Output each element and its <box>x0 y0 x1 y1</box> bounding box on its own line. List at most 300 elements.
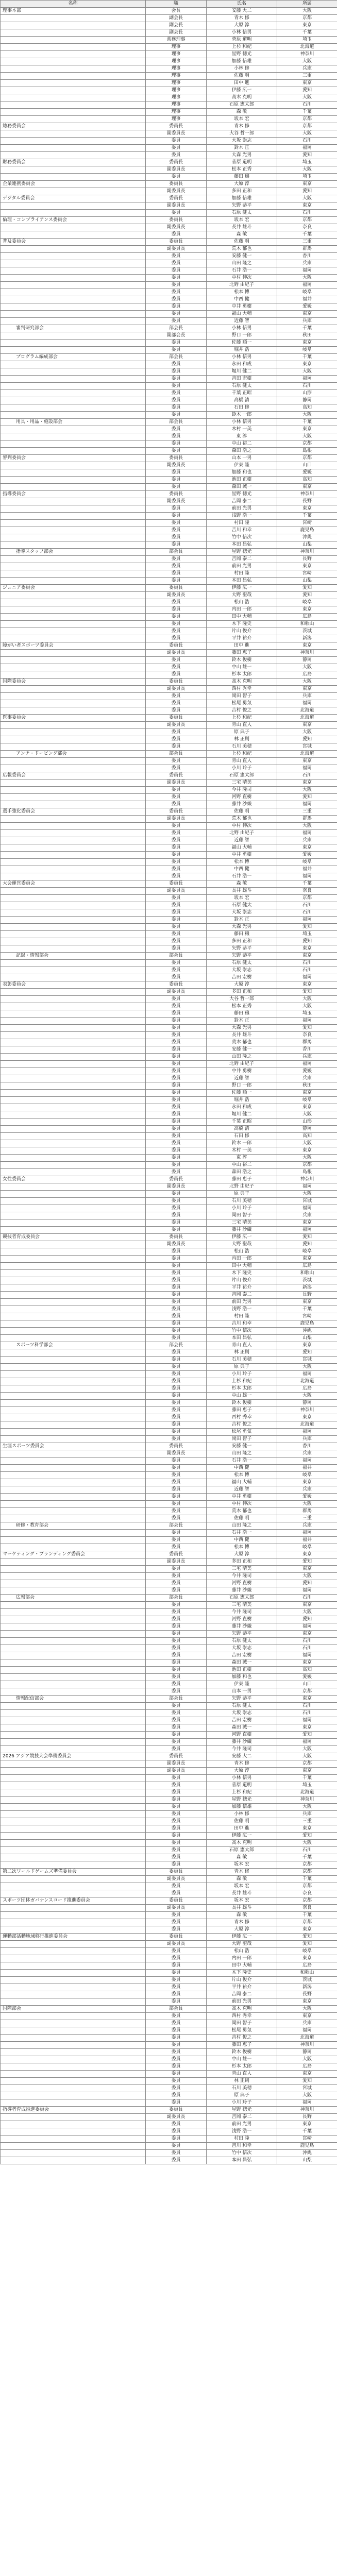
organization-cell <box>1 498 146 505</box>
table-row <box>1 1025 337 1032</box>
position-cell: 委員 <box>146 1162 207 1169</box>
person-name-cell: 山田 隆之 <box>207 1054 277 1061</box>
prefecture-cell: 千葉 <box>277 1306 337 1313</box>
position-cell: 委員 <box>146 628 207 635</box>
position-cell: 理事 <box>146 116 207 123</box>
position-cell: 委員長 <box>146 455 207 462</box>
prefecture-cell: 大阪 <box>277 94 337 101</box>
organization-cell <box>1 44 146 51</box>
position-cell: 委員 <box>146 303 207 311</box>
table-row <box>1 1797 337 1804</box>
table-row <box>1 1703 337 1710</box>
position-cell: 副委員長 <box>146 1183 207 1191</box>
prefecture-cell: 東京 <box>277 2121 337 2128</box>
organization-cell <box>1 462 146 469</box>
position-cell: 副会長 <box>146 29 207 37</box>
position-cell: 委員 <box>146 1292 207 1299</box>
position-cell: 委員長 <box>146 1897 207 1905</box>
table-row <box>1 1890 337 1897</box>
position-cell: 副委員長 <box>146 188 207 195</box>
organization-cell <box>1 2114 146 2121</box>
person-name-cell: 森田 浩之 <box>207 448 277 455</box>
position-cell: 委員 <box>146 1681 207 1688</box>
organization-cell: 障がい者スポーツ委員会 <box>1 642 146 650</box>
table-row <box>1 1097 337 1104</box>
person-name-cell: 松本 博 <box>207 1544 277 1551</box>
position-cell: 委員 <box>146 563 207 570</box>
table-row <box>1 1782 337 1789</box>
table-row <box>1 469 337 477</box>
position-cell: 委員 <box>146 794 207 801</box>
prefecture-cell: 神奈川 <box>277 650 337 657</box>
organization-cell <box>1 671 146 679</box>
prefecture-cell: 静岡 <box>277 657 337 664</box>
organization-cell <box>1 1082 146 1090</box>
person-name-cell: 小林 修 <box>207 1811 277 1818</box>
position-cell: 委員 <box>146 1191 207 1198</box>
organization-cell <box>1 87 146 94</box>
table-row <box>1 1833 337 1840</box>
table-row <box>1 895 337 902</box>
position-cell: 委員長 <box>146 181 207 188</box>
table-row <box>1 37 337 44</box>
prefecture-cell: 奈良 <box>277 224 337 231</box>
organization-cell <box>1 556 146 563</box>
organization-cell <box>1 2092 146 2099</box>
person-name-cell: 石川 美穂 <box>207 2085 277 2092</box>
table-row <box>1 1039 337 1046</box>
table-row <box>1 2063 337 2071</box>
table-row <box>1 1566 337 1573</box>
person-name-cell: 大谷 哲一郎 <box>207 130 277 138</box>
table-row <box>1 1082 337 1090</box>
person-name-cell: 石原 憲太郎 <box>207 1847 277 1854</box>
position-cell: 委員 <box>146 570 207 578</box>
person-name-cell: 堀川 健二 <box>207 1111 277 1118</box>
organization-cell <box>1 1977 146 1984</box>
organization-cell <box>1 1018 146 1025</box>
table-row <box>1 642 337 650</box>
prefecture-cell: 東京 <box>277 1631 337 1638</box>
prefecture-cell: 福岡 <box>277 267 337 275</box>
person-name-cell: 鈴木 一郎 <box>207 412 277 419</box>
prefecture-cell: 三重 <box>277 1818 337 1825</box>
prefecture-cell: 愛知 <box>277 924 337 931</box>
organization-cell <box>1 174 146 181</box>
table-row <box>1 1046 337 1054</box>
position-cell: 委員 <box>146 765 207 772</box>
table-row <box>1 231 337 239</box>
prefecture-cell: 新潟 <box>277 1984 337 1991</box>
organization-cell <box>1 1955 146 1962</box>
organization-cell: アンチ・ドーピング部会 <box>1 751 146 758</box>
person-name-cell: 田中 大輔 <box>207 1962 277 1970</box>
person-name-cell: 荒木 郁也 <box>207 1508 277 1515</box>
prefecture-cell: 大阪 <box>277 1804 337 1811</box>
position-cell: 委員 <box>146 938 207 945</box>
prefecture-cell: 山形 <box>277 390 337 397</box>
person-name-cell: 森田 誠一 <box>207 1659 277 1667</box>
prefecture-cell: 神奈川 <box>277 2107 337 2114</box>
organization-cell <box>1 318 146 325</box>
prefecture-cell: 石川 <box>277 1710 337 1717</box>
prefecture-cell: 大阪 <box>277 368 337 376</box>
organization-cell <box>1 2128 146 2136</box>
table-row <box>1 1371 337 1378</box>
organization-cell <box>1 621 146 628</box>
position-cell: 理事 <box>146 87 207 94</box>
person-name-cell: 西村 秀幸 <box>207 2013 277 2020</box>
organization-cell <box>1 592 146 599</box>
position-cell: 委員 <box>146 368 207 376</box>
table-row <box>1 419 337 426</box>
position-cell: 委員 <box>146 282 207 289</box>
organization-cell <box>1 347 146 354</box>
prefecture-cell: 京都 <box>277 1897 337 1905</box>
person-name-cell: 近藤 智 <box>207 318 277 325</box>
table-row <box>1 635 337 642</box>
table-row <box>1 1869 337 1876</box>
prefecture-cell: 東京 <box>277 1602 337 1609</box>
position-cell: 副委員長 <box>146 1768 207 1775</box>
table-row <box>1 1176 337 1183</box>
table-row <box>1 1948 337 1955</box>
position-cell: 委員長 <box>146 1869 207 1876</box>
prefecture-cell: 東京 <box>277 484 337 491</box>
position-cell: 委員 <box>146 1436 207 1443</box>
position-cell: 委員 <box>146 2042 207 2049</box>
prefecture-cell: 京都 <box>277 116 337 123</box>
position-cell: 委員 <box>146 1883 207 1890</box>
table-row <box>1 22 337 29</box>
prefecture-cell: 福井 <box>277 296 337 303</box>
table-row <box>1 80 337 87</box>
prefecture-cell: 福岡 <box>277 145 337 152</box>
organization-cell <box>1 1248 146 1256</box>
position-cell: 委員 <box>146 1104 207 1111</box>
person-name-cell: 荒木 郁也 <box>207 816 277 823</box>
position-cell: 委員 <box>146 1025 207 1032</box>
position-cell: 委員 <box>146 1097 207 1104</box>
table-row <box>1 657 337 664</box>
organization-cell <box>1 1212 146 1219</box>
person-name-cell: 石川 美穂 <box>207 1357 277 1364</box>
person-name-cell: 小林 修 <box>207 65 277 73</box>
person-name-cell: 森 敏 <box>207 109 277 116</box>
organization-cell: 財務委員会 <box>1 159 146 166</box>
person-name-cell: 坂本 宏 <box>207 1897 277 1905</box>
position-cell: 委員 <box>146 2121 207 2128</box>
prefecture-cell: 兵庫 <box>277 260 337 267</box>
person-name-cell: 北野 由紀子 <box>207 282 277 289</box>
table-row <box>1 679 337 686</box>
organization-cell <box>1 1054 146 1061</box>
prefecture-cell: 宮城 <box>277 1198 337 1205</box>
organization-cell <box>1 210 146 217</box>
organization-cell <box>1 888 146 895</box>
organization-cell <box>1 1147 146 1155</box>
person-name-cell: 前田 光男 <box>207 1998 277 2006</box>
position-cell: 委員 <box>146 1724 207 1732</box>
person-name-cell: 平井 祐介 <box>207 635 277 642</box>
prefecture-cell: 新潟 <box>277 1284 337 1292</box>
table-row <box>1 671 337 679</box>
organization-cell <box>1 614 146 621</box>
organization-cell <box>1 505 146 513</box>
prefecture-cell: 愛媛 <box>277 303 337 311</box>
person-name-cell: 池田 正樹 <box>207 1667 277 1674</box>
organization-cell <box>1 477 146 484</box>
table-row <box>1 390 337 397</box>
table-row <box>1 2150 337 2157</box>
table-row <box>1 621 337 628</box>
prefecture-cell: 愛知 <box>277 1580 337 1587</box>
position-cell: 部会長 <box>146 1342 207 1349</box>
person-name-cell: 大原 淳 <box>207 1768 277 1775</box>
person-name-cell: 永田 和成 <box>207 1104 277 1111</box>
prefecture-cell: 岐阜 <box>277 1948 337 1955</box>
organization-cell <box>1 2078 146 2085</box>
person-name-cell: 浅野 浩一 <box>207 513 277 520</box>
prefecture-cell: 東京 <box>277 722 337 729</box>
prefecture-cell: 北海道 <box>277 707 337 715</box>
prefecture-cell: 岐阜 <box>277 859 337 866</box>
organization-cell <box>1 1450 146 1458</box>
position-cell: 副委員長 <box>146 1876 207 1883</box>
table-row <box>1 1306 337 1313</box>
person-name-cell: 鈴木 正 <box>207 917 277 924</box>
position-cell: 委員 <box>146 1825 207 1833</box>
position-cell: 副委員長 <box>146 686 207 693</box>
table-row <box>1 700 337 707</box>
person-name-cell: 加藤 和也 <box>207 1674 277 1681</box>
table-row <box>1 1465 337 1472</box>
prefecture-cell: 福岡 <box>277 1458 337 1465</box>
person-name-cell: 藤田 穣 <box>207 174 277 181</box>
prefecture-cell: 東京 <box>277 22 337 29</box>
prefecture-cell: 東京 <box>277 80 337 87</box>
organization-cell: 広報委員会 <box>1 772 146 779</box>
person-name-cell: 吉川 和幸 <box>207 2143 277 2150</box>
position-cell: 委員 <box>146 801 207 808</box>
prefecture-cell: 岐阜 <box>277 347 337 354</box>
person-name-cell: 吉岡 泰二 <box>207 498 277 505</box>
organization-cell <box>1 873 146 880</box>
person-name-cell: 木村 一美 <box>207 426 277 433</box>
person-name-cell: 片山 俊介 <box>207 1977 277 1984</box>
organization-cell <box>1 2020 146 2027</box>
position-cell: 委員 <box>146 1400 207 1407</box>
person-name-cell: 森 敏 <box>207 1912 277 1919</box>
table-row <box>1 1897 337 1905</box>
organization-cell <box>1 989 146 996</box>
position-cell: 委員 <box>146 376 207 383</box>
prefecture-cell: 福岡 <box>277 765 337 772</box>
prefecture-cell: 埼玉 <box>277 37 337 44</box>
prefecture-cell: 愛知 <box>277 1833 337 1840</box>
table-row <box>1 1515 337 1522</box>
organization-cell <box>1 166 146 174</box>
table-row <box>1 1335 337 1342</box>
position-cell: 委員 <box>146 1703 207 1710</box>
organization-cell <box>1 1479 146 1486</box>
prefecture-cell: 東京 <box>277 1104 337 1111</box>
table-row <box>1 1616 337 1623</box>
person-name-cell: 坂本 宏 <box>207 217 277 224</box>
person-name-cell: 中山 雄一 <box>207 1393 277 1400</box>
table-row <box>1 477 337 484</box>
prefecture-cell: 広島 <box>277 1962 337 1970</box>
organization-cell <box>1 1097 146 1104</box>
person-name-cell: 伊藤 広一 <box>207 585 277 592</box>
person-name-cell: 長井 雄斗 <box>207 888 277 895</box>
organization-cell <box>1 664 146 671</box>
prefecture-cell: 大阪 <box>277 1840 337 1847</box>
table-row <box>1 1292 337 1299</box>
organization-cell <box>1 1219 146 1227</box>
prefecture-cell: 愛知 <box>277 1234 337 1241</box>
table-row <box>1 1191 337 1198</box>
person-name-cell: 高橋 清 <box>207 1126 277 1133</box>
organization-cell <box>1 1436 146 1443</box>
table-row <box>1 830 337 837</box>
table-row <box>1 462 337 469</box>
person-name-cell: 青木 修 <box>207 123 277 130</box>
person-name-cell: 北野 由紀子 <box>207 1183 277 1191</box>
position-cell: 委員 <box>146 397 207 404</box>
position-cell: 委員 <box>146 2143 207 2150</box>
organization-cell <box>1 1926 146 1934</box>
prefecture-cell: 石川 <box>277 1703 337 1710</box>
position-cell: 委員 <box>146 260 207 267</box>
prefecture-cell: 埼玉 <box>277 1010 337 1018</box>
table-row <box>1 51 337 58</box>
prefecture-cell: 群馬 <box>277 1508 337 1515</box>
position-cell: 委員長 <box>146 880 207 888</box>
prefecture-cell: 神奈川 <box>277 2042 337 2049</box>
table-row <box>1 1219 337 1227</box>
person-name-cell: 坂本 宏 <box>207 116 277 123</box>
organization-cell <box>1 513 146 520</box>
person-name-cell: 大谷 哲一郎 <box>207 996 277 1003</box>
organization-cell <box>1 2013 146 2020</box>
table-row <box>1 556 337 563</box>
organization-cell <box>1 830 146 837</box>
prefecture-cell: 神奈川 <box>277 1797 337 1804</box>
organization-cell <box>1 1162 146 1169</box>
person-name-cell: 大坂 崇志 <box>207 138 277 145</box>
prefecture-cell: 東京 <box>277 1566 337 1573</box>
position-cell: 部会長 <box>146 1522 207 1530</box>
table-row <box>1 340 337 347</box>
organization-cell <box>1 1530 146 1537</box>
table-row <box>1 455 337 462</box>
person-name-cell: 中山 雄一 <box>207 2056 277 2063</box>
organization-cell <box>1 1970 146 1977</box>
position-cell: 理事 <box>146 101 207 109</box>
organization-cell <box>1 1710 146 1717</box>
person-name-cell: 竹中 信次 <box>207 534 277 541</box>
organization-cell <box>1 1328 146 1335</box>
table-row <box>1 1688 337 1696</box>
table-row <box>1 541 337 549</box>
prefecture-cell: 三重 <box>277 239 337 246</box>
table-row <box>1 224 337 231</box>
position-cell: 委員 <box>146 1126 207 1133</box>
position-cell: 委員長 <box>146 1176 207 1183</box>
person-name-cell: 上杉 和紀 <box>207 1789 277 1797</box>
prefecture-cell: 東京 <box>277 340 337 347</box>
organization-cell <box>1 1789 146 1797</box>
prefecture-cell: 福岡 <box>277 1205 337 1212</box>
position-cell: 委員 <box>146 1299 207 1306</box>
prefecture-cell: 大阪 <box>277 1191 337 1198</box>
position-cell: 委員 <box>146 361 207 368</box>
organization-cell <box>1 282 146 289</box>
position-cell: 副委員長 <box>146 2114 207 2121</box>
person-name-cell: 佐藤 明 <box>207 1818 277 1825</box>
table-row <box>1 318 337 325</box>
prefecture-cell: 石川 <box>277 383 337 390</box>
position-cell: 委員 <box>146 174 207 181</box>
table-row <box>1 981 337 989</box>
position-cell: 委員 <box>146 1061 207 1068</box>
position-cell: 委員 <box>146 1811 207 1818</box>
table-row <box>1 1068 337 1075</box>
organization-cell <box>1 2150 146 2157</box>
person-name-cell: 矢野 恭平 <box>207 953 277 960</box>
position-cell: 委員 <box>146 1984 207 1991</box>
organization-cell <box>1 1833 146 1840</box>
table-row <box>1 1241 337 1248</box>
organization-cell <box>1 657 146 664</box>
position-cell: 委員 <box>146 152 207 159</box>
organization-cell <box>1 1133 146 1140</box>
organization-cell <box>1 404 146 412</box>
person-name-cell: 大原 淳 <box>207 22 277 29</box>
table-row <box>1 397 337 404</box>
table-row <box>1 1631 337 1638</box>
prefecture-cell: 長野 <box>277 1292 337 1299</box>
organization-cell <box>1 1732 146 1739</box>
prefecture-cell: 愛知 <box>277 1558 337 1566</box>
person-name-cell: 石田 修 <box>207 404 277 412</box>
position-cell: 委員 <box>146 1955 207 1962</box>
person-name-cell: 原 典子 <box>207 1191 277 1198</box>
position-cell: 委員 <box>146 924 207 931</box>
table-row <box>1 2128 337 2136</box>
table-row <box>1 1212 337 1219</box>
prefecture-cell: 大阪 <box>277 1753 337 1760</box>
person-name-cell: 大森 光男 <box>207 924 277 931</box>
organization-cell <box>1 1566 146 1573</box>
position-cell: 委員 <box>146 318 207 325</box>
prefecture-cell: 茨城 <box>277 628 337 635</box>
organization-cell: 第二次ワールドゲームズ準備委員会 <box>1 1869 146 1876</box>
position-cell: 部会長 <box>146 953 207 960</box>
table-row <box>1 1674 337 1681</box>
position-cell: 委員 <box>146 484 207 491</box>
position-cell: 委員 <box>146 1789 207 1797</box>
table-row <box>1 1645 337 1652</box>
organization-cell <box>1 397 146 404</box>
prefecture-cell: 香川 <box>277 1046 337 1054</box>
position-cell: 委員 <box>146 1797 207 1804</box>
table-row <box>1 260 337 267</box>
position-cell: 委員 <box>146 1140 207 1147</box>
person-name-cell: 佐藤 順一 <box>207 340 277 347</box>
person-name-cell: 多田 正和 <box>207 938 277 945</box>
